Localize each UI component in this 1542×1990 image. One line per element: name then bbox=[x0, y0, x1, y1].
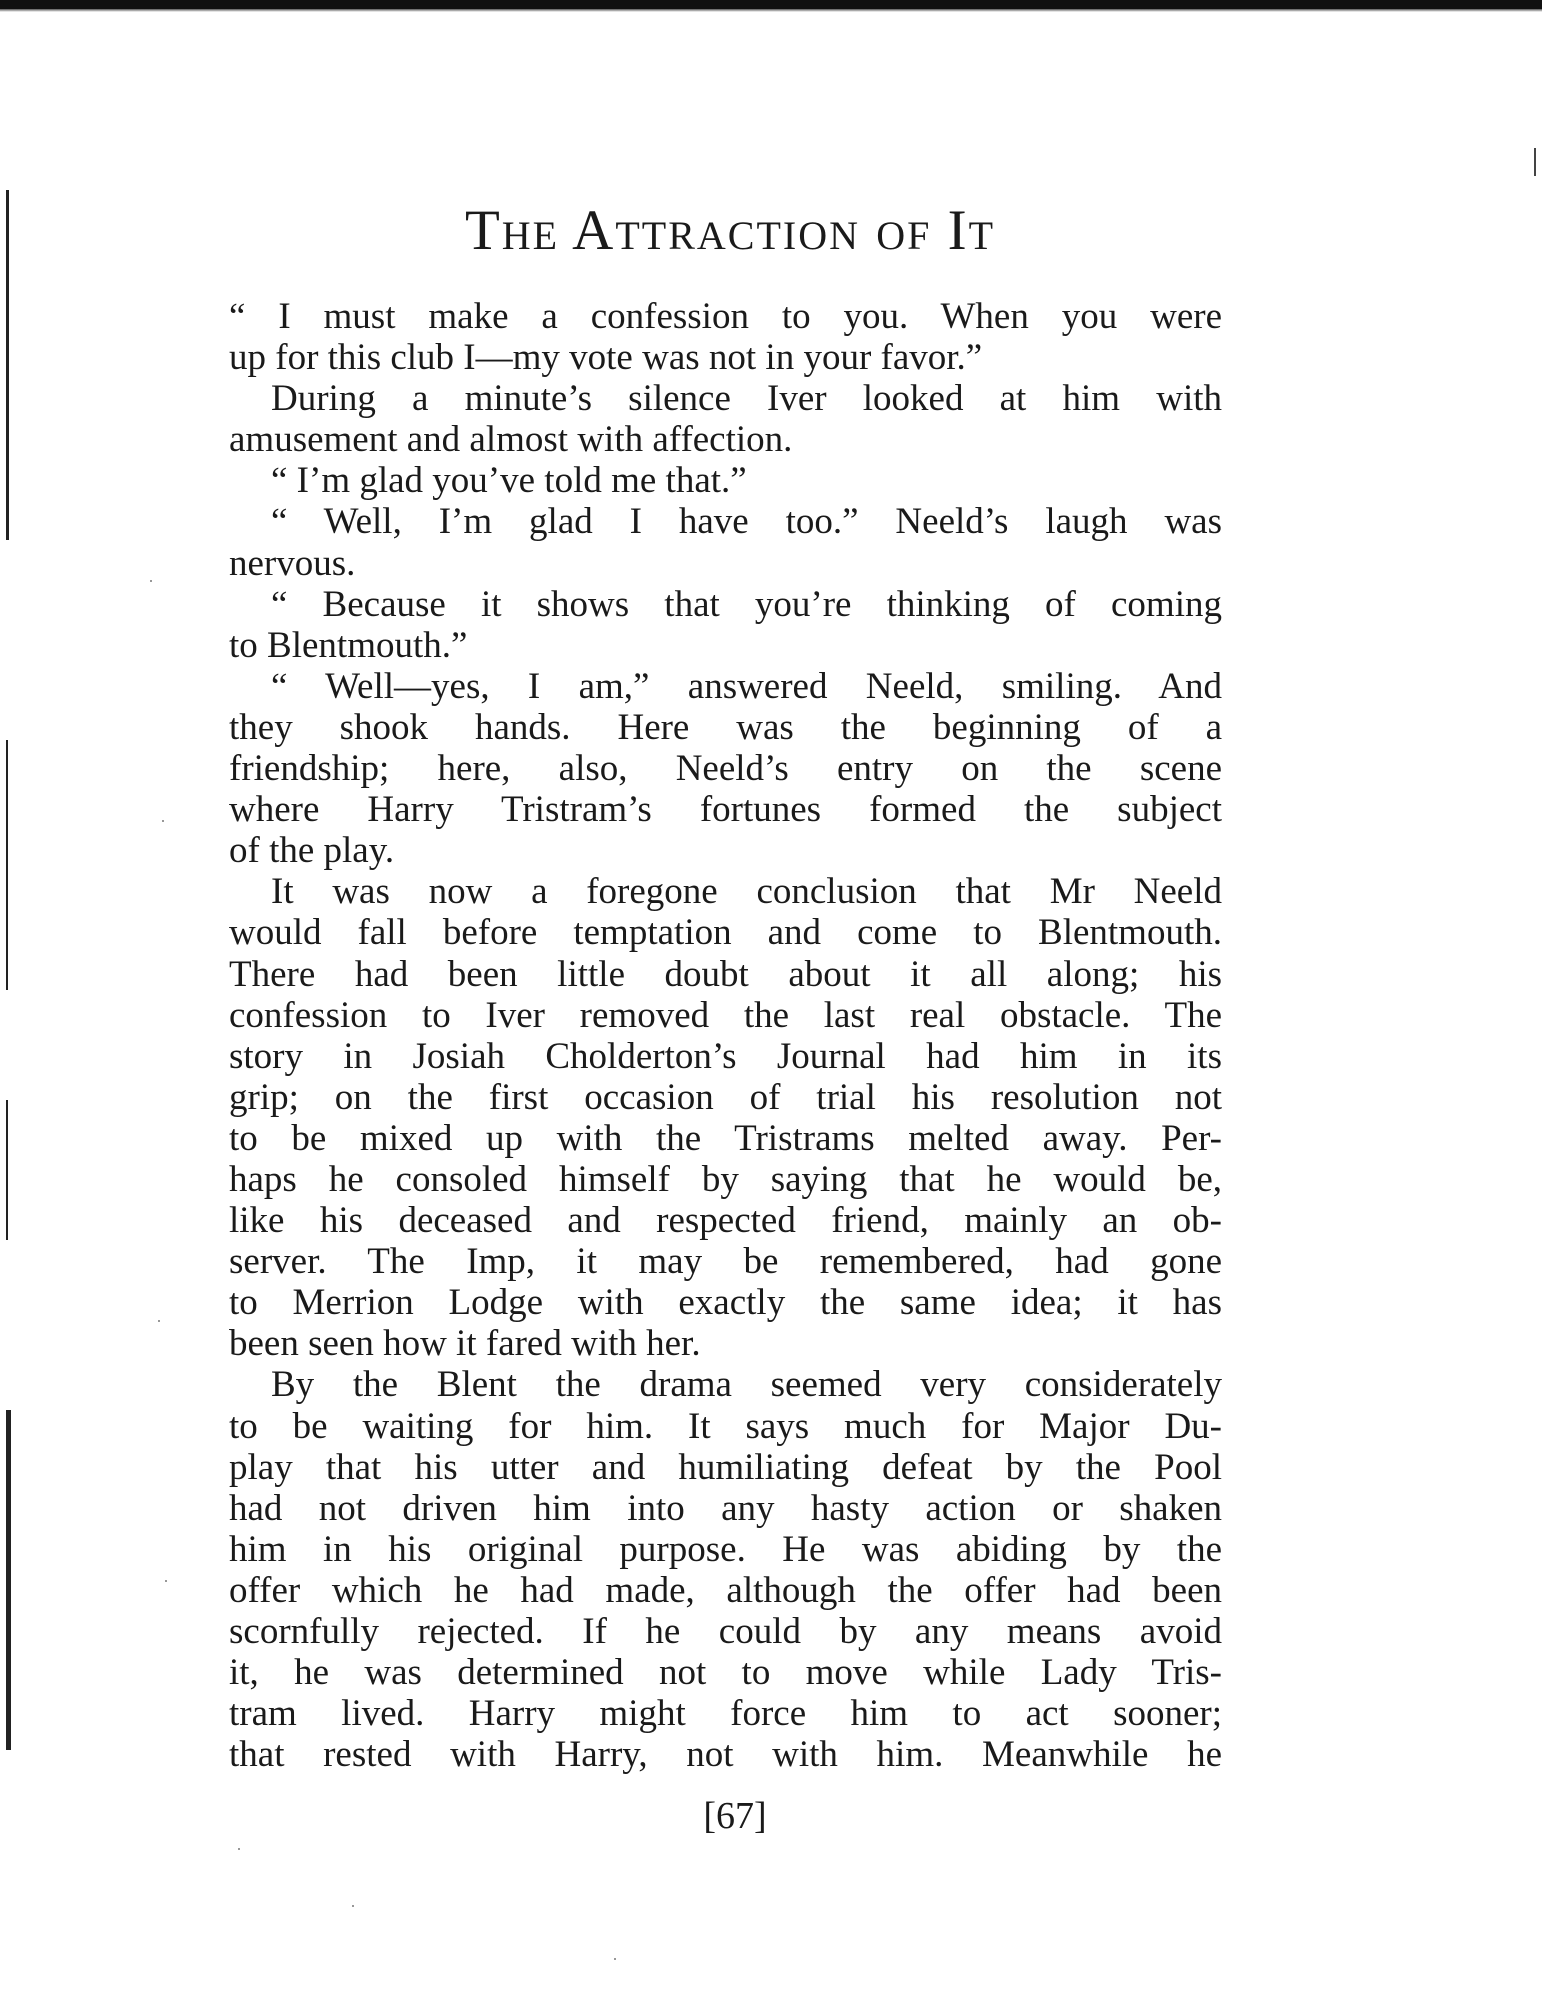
scan-speck bbox=[150, 580, 152, 582]
text-line: like his deceased and respected friend, mainly an ob- bbox=[229, 1200, 1222, 1242]
text-line: nervous. bbox=[229, 542, 356, 584]
text-line: had not driven him into any hasty action or shaken bbox=[229, 1487, 1222, 1529]
text-line: it, he was determined not to move while Lady Tris- bbox=[229, 1652, 1222, 1694]
text-line: they shook hands. Here was the beginning of a bbox=[229, 706, 1222, 748]
text-line: to Merrion Lodge with exactly the same idea; it has bbox=[229, 1282, 1222, 1324]
text-line: scornfully rejected. If he could by any means avoid bbox=[229, 1611, 1222, 1652]
running-head: The Attraction of It bbox=[464, 199, 996, 262]
text-line: haps he consoled himself by saying that he would be, bbox=[229, 1158, 1222, 1200]
text-line: grip; on the first occasion of trial his resolution not bbox=[229, 1076, 1222, 1118]
text-line: “ Well—yes, I am,” answered Neeld, smiling. And bbox=[271, 665, 1222, 707]
left-scan-edge bbox=[6, 190, 9, 540]
scan-speck bbox=[614, 1958, 616, 1960]
text-line: to Blentmouth.” bbox=[229, 624, 468, 666]
text-line: story in Josiah Cholderton’s Journal had him in its bbox=[229, 1035, 1222, 1077]
body-text bbox=[229, 296, 1222, 1775]
scan-speck bbox=[162, 820, 164, 822]
text-line: to be mixed up with the Tristrams melted away. Per- bbox=[229, 1117, 1222, 1159]
text-line: friendship; here, also, Neeld’s entry on the scene bbox=[229, 748, 1222, 790]
text-line: would fall before temptation and come to Blentmouth. bbox=[229, 912, 1222, 954]
left-scan-edge bbox=[6, 740, 8, 990]
text-line: There had been little doubt about it all along; his bbox=[229, 953, 1222, 995]
text-line: During a minute’s silence Iver looked at him with bbox=[271, 378, 1222, 420]
text-line: where Harry Tristram’s fortunes formed the subject bbox=[229, 789, 1222, 831]
text-line: By the Blent the drama seemed very considerately bbox=[271, 1364, 1222, 1406]
scan-speck bbox=[158, 1320, 160, 1322]
text-line: of the play. bbox=[229, 830, 395, 872]
scan-speck bbox=[238, 1848, 240, 1850]
scan-speck bbox=[352, 1905, 354, 1907]
top-scan-edge bbox=[0, 0, 1542, 9]
text-line: “ I’m glad you’ve told me that.” bbox=[271, 460, 747, 502]
text-line: up for this club I—my vote was not in your favor.” bbox=[229, 337, 983, 379]
text-line: offer which he had made, although the offer had been bbox=[229, 1569, 1222, 1611]
text-line: tram lived. Harry might force him to act sooner; bbox=[229, 1693, 1222, 1735]
right-scan-mark bbox=[1534, 148, 1536, 176]
text-line: “ I must make a confession to you. When you were bbox=[229, 296, 1222, 337]
left-scan-edge bbox=[6, 1100, 8, 1240]
text-line: confession to Iver removed the last real obstacle. The bbox=[229, 994, 1222, 1036]
text-line: “ Because it shows that you’re thinking of coming bbox=[271, 583, 1222, 625]
top-scan-shadow bbox=[0, 9, 1542, 12]
text-line: It was now a foregone conclusion that Mr Neeld bbox=[271, 871, 1222, 913]
text-line: play that his utter and humiliating defeat by the Pool bbox=[229, 1446, 1222, 1488]
text-line: him in his original purpose. He was abiding by the bbox=[229, 1528, 1222, 1570]
text-line: been seen how it fared with her. bbox=[229, 1323, 701, 1365]
text-line: “ Well, I’m glad I have too.” Neeld’s laugh was bbox=[271, 501, 1222, 543]
text-line: that rested with Harry, not with him. Meanwhile he bbox=[229, 1734, 1222, 1776]
left-scan-edge bbox=[6, 1410, 11, 1750]
text-line: amusement and almost with affection. bbox=[229, 419, 793, 461]
text-line: server. The Imp, it may be remembered, had gone bbox=[229, 1241, 1222, 1283]
text-line: to be waiting for him. It says much for Major Du- bbox=[229, 1405, 1222, 1447]
page-number: [67] bbox=[703, 1795, 767, 1837]
scan-speck bbox=[165, 1580, 167, 1582]
